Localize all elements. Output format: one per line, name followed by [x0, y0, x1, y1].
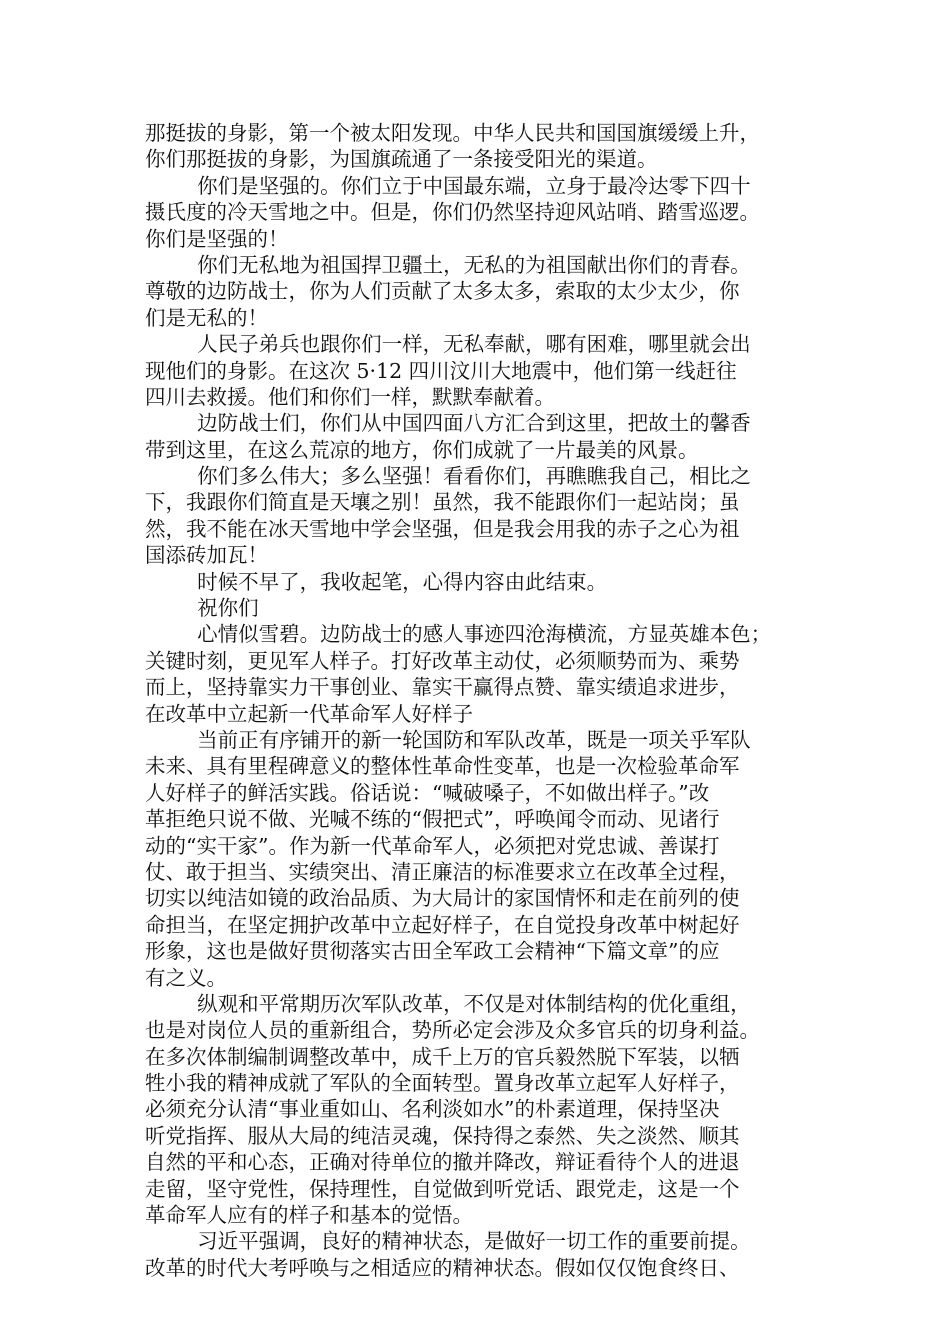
text-line: 形象，这也是做好贯彻落实古田全军政工会精神“下篇文章”的应: [145, 939, 720, 964]
document-body: [145, 120, 805, 1281]
text-line: 现他们的身影。在这次 5·12 四川汶川大地震中，他们第一线赶往: [145, 358, 737, 383]
text-line: 关键时刻，更见军人样子。打好改革主动仗，必须顺势而为、乘势: [145, 648, 740, 673]
text-line: 革命军人应有的样子和基本的觉悟。: [145, 1203, 473, 1228]
text-line: 改革的时代大考呼唤与之相适应的精神状态。假如仅仅饱食终日、: [145, 1255, 740, 1280]
text-line: 在多次体制编制调整改革中，成千上万的官兵毅然脱下军装，以牺: [145, 1044, 740, 1069]
text-line: 习近平强调，良好的精神状态，是做好一切工作的重要前提。: [145, 1229, 751, 1254]
text-line: 你们无私地为祖国捍卫疆土，无私的为祖国献出你们的青春。: [145, 252, 751, 277]
text-line: 也是对岗位人员的重新组合，势所必定会涉及众多官兵的切身利益。: [145, 1018, 760, 1043]
text-line: 自然的平和心态，正确对待单位的撤并降改，辩证看待个人的进退: [145, 1150, 740, 1175]
text-line: 命担当，在坚定拥护改革中立起好样子，在自觉投身改革中树起好: [145, 912, 740, 937]
text-line: 必须充分认清“事业重如山、名利淡如水”的朴素道理，保持坚决: [145, 1097, 720, 1122]
text-line: 当前正有序铺开的新一轮国防和军队改革，既是一项关乎军队: [145, 727, 751, 752]
text-line: 未来、具有里程碑意义的整体性革命性变革，也是一次检验革命军: [145, 754, 740, 779]
text-line: 革拒绝只说不做、光喊不练的“假把式”，呼唤闻令而动、见诸行: [145, 807, 720, 832]
text-line: 切实以纯洁如镜的政治品质、为大局计的家国情怀和走在前列的使: [145, 886, 740, 911]
text-line: 听党指挥、服从大局的纯洁灵魂，保持得之泰然、失之淡然、顺其: [145, 1123, 740, 1148]
text-line: 摄氏度的冷天雪地之中。但是，你们仍然坚持迎风站哨、踏雪巡逻。: [145, 200, 760, 225]
text-line: 人民子弟兵也跟你们一样，无私奉献，哪有困难，哪里就会出: [145, 332, 751, 357]
text-line: 仗、敢于担当、实绩突出、清正廉洁的标准要求立在改革全过程，: [145, 859, 740, 884]
text-line: 有之义。: [145, 965, 227, 990]
text-line: 你们那挺拔的身影，为国旗疏通了一条接受阳光的渠道。: [145, 147, 658, 172]
text-line: 国添砖加瓦！: [145, 543, 268, 568]
text-line: 在改革中立起新一代革命军人好样子: [145, 701, 473, 726]
text-line: 下，我跟你们简直是天壤之别！虽然，我不能跟你们一起站岗；虽: [145, 490, 740, 515]
text-line: 带到这里，在这么荒凉的地方，你们成就了一片最美的风景。: [145, 437, 699, 462]
text-line: 们是无私的！: [145, 305, 268, 330]
text-line: 牲小我的精神成就了军队的全面转型。置身改革立起军人好样子，: [145, 1071, 740, 1096]
text-line: 四川去救援。他们和你们一样，默默奉献着。: [145, 384, 555, 409]
text-line: 你们是坚强的。你们立于中国最东端，立身于最冷达零下四十: [145, 173, 751, 198]
text-line: 你们多么伟大；多么坚强！看看你们，再瞧瞧我自己，相比之: [145, 464, 751, 489]
text-line: 那挺拔的身影，第一个被太阳发现。中华人民共和国国旗缓缓上升，: [145, 121, 760, 145]
text-line: 心情似雪碧。边防战士的感人事迹四沧海横流，方显英雄本色；: [145, 622, 772, 647]
text-line: 尊敬的边防战士，你为人们贡献了太多太多，索取的太少太少，你: [145, 279, 740, 304]
text-line: 纵观和平常期历次军队改革，不仅是对体制结构的优化重组，: [145, 991, 751, 1016]
text-line: 你们是坚强的！: [145, 226, 289, 251]
text-line: 时候不早了，我收起笔，心得内容由此结束。: [145, 569, 608, 594]
text-line: 而上，坚持靠实力干事创业、靠实干赢得点赞、靠实绩追求进步，: [145, 675, 740, 700]
text-line: 人好样子的鲜活实践。俗话说：“喊破嗓子，不如做出样子。”改: [145, 780, 710, 805]
text-line: 边防战士们，你们从中国四面八方汇合到这里，把故土的馨香: [145, 411, 751, 436]
text-line: 动的“实干家”。作为新一代革命军人，必须把对党忠诚、善谋打: [145, 833, 720, 858]
text-line: 然，我不能在冰天雪地中学会坚强，但是我会用我的赤子之心为祖: [145, 516, 740, 541]
text-line: 祝你们: [145, 596, 259, 621]
text-line: 走留，坚守党性，保持理性，自觉做到听党话、跟党走，这是一个: [145, 1176, 740, 1201]
